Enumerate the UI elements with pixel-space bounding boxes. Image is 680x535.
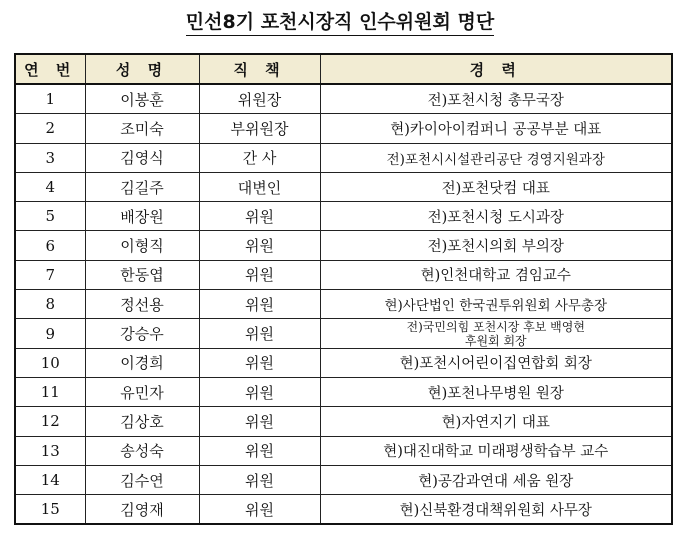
table-header-row [15,54,672,84]
row-name: 김수연 [85,465,199,494]
row-position: 위원 [199,290,320,319]
row-number: 6 [15,231,85,260]
member-table [14,53,673,525]
row-position: 위원 [199,407,320,436]
row-number: 12 [15,407,85,436]
row-name: 이경희 [85,348,199,377]
table-row [15,407,672,436]
row-name: 강승우 [85,319,199,348]
row-career: 현)공감과연대 세움 원장 [320,465,672,494]
row-position: 위원 [199,231,320,260]
table-row [15,114,672,143]
row-position: 부위원장 [199,114,320,143]
row-position: 위원 [199,436,320,465]
row-number: 11 [15,377,85,406]
row-number: 4 [15,172,85,201]
header-name: 성 명 [85,54,199,84]
row-name: 한동엽 [85,260,199,289]
row-position: 위원 [199,348,320,377]
row-position: 대변인 [199,172,320,201]
table-row [15,436,672,465]
table-row [15,348,672,377]
table-row [15,172,672,201]
row-number: 14 [15,465,85,494]
row-name: 김영재 [85,495,199,525]
table-row [15,290,672,319]
header-number: 연 번 [15,54,85,84]
row-career-line: 후원회 회장 [464,333,527,348]
row-career: 현)포천나무병원 원장 [320,377,672,406]
row-number: 10 [15,348,85,377]
row-career: 현)자연지기 대표 [320,407,672,436]
table-row [15,465,672,494]
table-row [15,143,672,172]
row-position: 위원 [199,495,320,525]
row-position: 위원 [199,202,320,231]
row-career: 현)대진대학교 미래평생학습부 교수 [320,436,672,465]
row-career: 전)포천시시설관리공단 경영지원과장 [320,143,672,172]
row-number: 3 [15,143,85,172]
row-number: 8 [15,290,85,319]
row-number: 15 [15,495,85,525]
row-name: 유민자 [85,377,199,406]
row-name: 송성숙 [85,436,199,465]
row-career: 전)포천시청 총무국장 [320,84,672,114]
row-career: 전)포천시의회 부의장 [320,231,672,260]
table-row [15,231,672,260]
row-name: 정선용 [85,290,199,319]
row-career: 전)포천닷컴 대표 [320,172,672,201]
header-career: 경 력 [320,54,672,84]
row-number: 13 [15,436,85,465]
row-position: 위원장 [199,84,320,114]
row-position: 간 사 [199,143,320,172]
row-name: 이봉훈 [85,84,199,114]
table-row [15,202,672,231]
table-row [15,260,672,289]
row-career: 현)포천시어린이집연합회 회장 [320,348,672,377]
header-position: 직 책 [199,54,320,84]
row-career-line: 전)국민의힘 포천시장 후보 백영현 [406,319,585,334]
row-number: 1 [15,84,85,114]
row-name: 김상호 [85,407,199,436]
row-name: 조미숙 [85,114,199,143]
row-career: 전)포천시청 도시과장 [320,202,672,231]
row-number: 9 [15,319,85,348]
row-position: 위원 [199,377,320,406]
table-row [15,377,672,406]
row-name: 배장원 [85,202,199,231]
table-row [15,495,672,525]
row-position: 위원 [199,319,320,348]
row-number: 2 [15,114,85,143]
row-career [320,319,672,348]
row-number: 5 [15,202,85,231]
row-career: 현)카이아이컴퍼니 공공부분 대표 [320,114,672,143]
row-position: 위원 [199,260,320,289]
row-name: 김길주 [85,172,199,201]
table-row [15,84,672,114]
page-title: 민선8기 포천시장직 인수위원회 명단 [186,10,494,36]
table-row [15,319,672,348]
row-career: 현)인천대학교 겸임교수 [320,260,672,289]
row-position: 위원 [199,465,320,494]
row-name: 이형직 [85,231,199,260]
row-number: 7 [15,260,85,289]
row-name: 김영식 [85,143,199,172]
row-career: 현)신북환경대책위원회 사무장 [320,495,672,525]
row-career: 현)사단법인 한국권투위원회 사무총장 [320,290,672,319]
